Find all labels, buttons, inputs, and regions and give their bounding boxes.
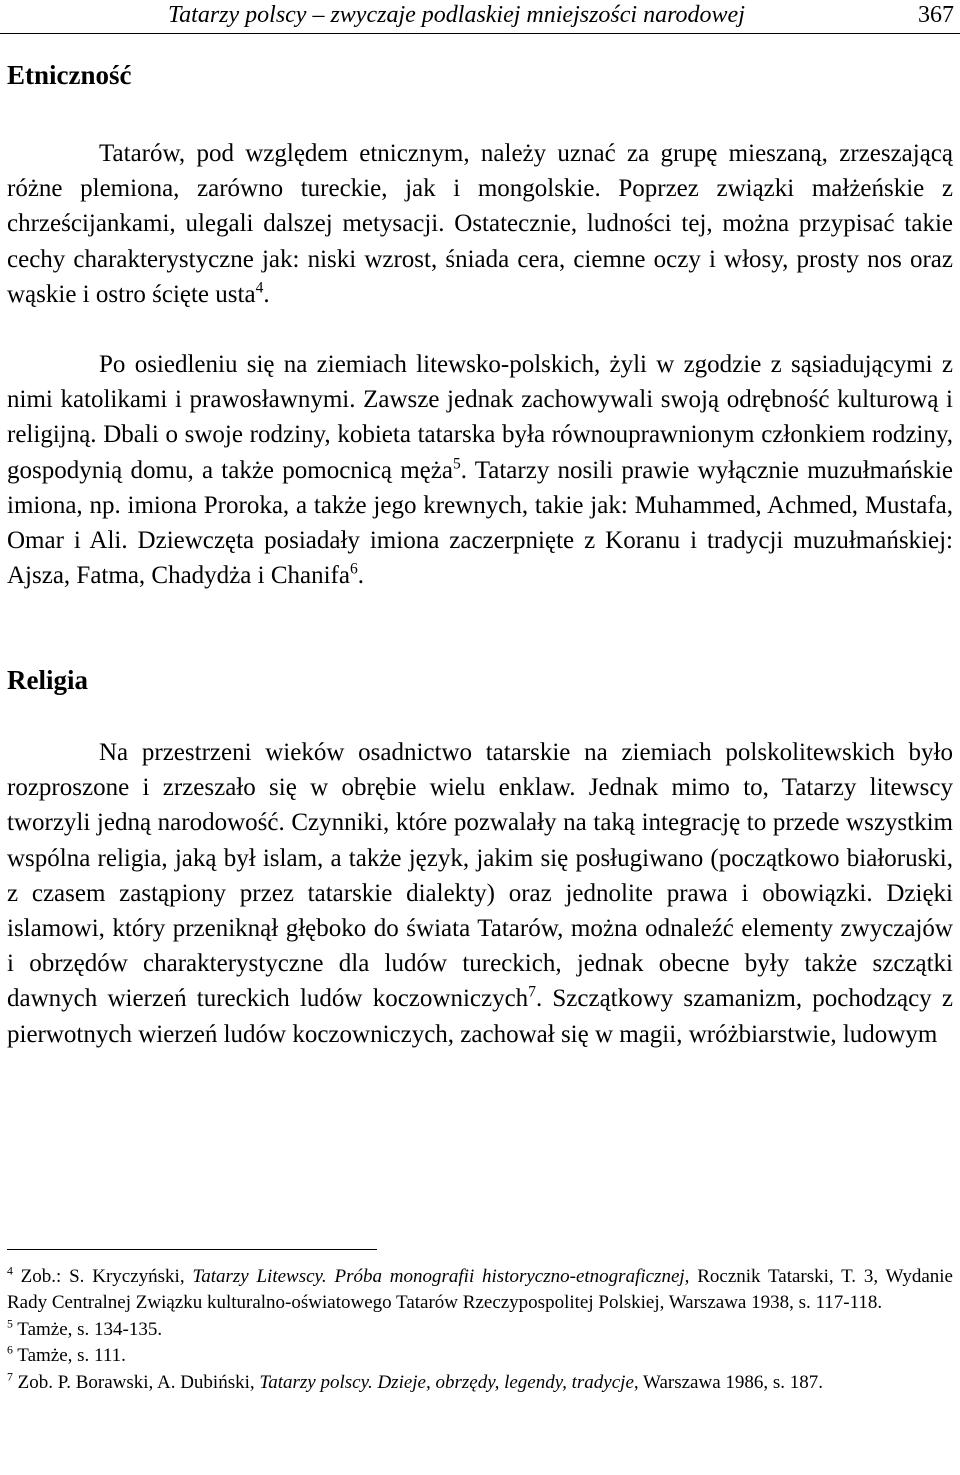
italic-title: Tatarzy Litewscy. Próba monografii historyczno-etnograficznej [192,1266,685,1287]
footnote-4 [7,1264,953,1317]
footnote-ref: 6 [349,560,358,578]
text-run: Tamże, s. 134-135. [12,1318,163,1340]
paragraph-etnicznosc-2 [7,347,953,593]
text-run: Po osiedleniu się na ziemiach litewsko-polskich, żyli w zgodzie z sąsiadującymi z nimi katolikami i prawosławnymi. Zawsze jednak zachowywali swoją odrębność kulturową i religijną. Dbali o swoje rodziny, kobieta tatarska była równouprawnionym członkiem rodziny, gospodynią domu, a także pomocnicą męża [7,351,953,484]
text-run: Zob. P. Borawski, A. Dubiński, [12,1371,260,1393]
footnote-5 [7,1317,953,1343]
paragraph-religia-1 [7,735,953,1052]
text-run: . Tatarzy nosili prawie wyłącznie muzułmańskie imiona, np. imiona Proroka, a także jego krewnych, takie jak: Muhammed, Achmed, Mustafa, Omar i Ali. Dziewczęta posiadały imiona zaczerpnięte z Koranu i tradycji muzułmańskiej: Ajsza, Fatma, Chadydża i Chanifa [7,456,953,590]
text-run: Tamże, s. 111. [12,1345,126,1367]
section-heading-religia: Religia [7,665,88,695]
footnotes [7,1264,953,1396]
text-run: . [263,280,270,308]
page-number: 367 [918,2,954,28]
text-run: Na przestrzeni wieków osadnictwo tatarskie na ziemiach polskolitewskich było rozproszone i zrzeszało się w obrębie wielu enklaw. Jednak mimo to, Tatarzy litewscy tworzyli jedną narodowość. Czynniki, które pozwalały na taką integrację to przede wszystkim wspólna religia, jaką był islam, a także język, jakim się posługiwano (początkowo białoruski, z czasem zastąpiony przez tatarskie dialekty) oraz jednolite prawa i obowiązki. Dzięki islamowi, który przeniknął głęboko do świata Tatarów, można odnaleźć elementy zwyczajów i obrzędów charakterystyczne dla ludów tureckich, jednak obecne były także szczątki dawnych wierzeń tureckich ludów koczowniczych [7,739,953,1013]
text-run: , Warszawa 1986, s. 187. [633,1371,824,1393]
text-run: , Rocznik Tatarski, T. 3, Wydanie Rady Centralnej Związku kulturalno-oświatowego Tatarów Rzeczypospolitej Polskiej, Warszawa 1938, s. 117-118. [7,1266,953,1314]
footnote-separator [7,1249,377,1250]
footnote-ref: 4 [7,1264,13,1278]
footnote-ref: 4 [255,279,264,297]
footnote-ref: 7 [7,1370,13,1384]
footnote-ref: 7 [528,984,536,1002]
text-run: . Szczątkowy szamanizm, pochodzący z pierwotnych wierzeń ludów koczowniczych, zachował się w magii, wróżbiarstwie, ludowym [7,985,953,1048]
running-header [0,0,960,34]
footnote-7 [7,1370,953,1396]
text-run: . [357,562,364,590]
text-run: Zob.: S. Kryczyński, [12,1266,193,1287]
footnote-ref: 5 [7,1317,13,1331]
footnote-ref: 6 [7,1343,13,1357]
italic-title: Tatarzy polscy. Dzieje, obrzędy, legendy, tradycje [259,1371,634,1393]
section-heading-etnicznosc: Etniczność [7,60,132,90]
paragraph-etnicznosc-1 [7,136,953,312]
footnote-ref: 5 [452,455,461,473]
running-header-title: Tatarzy polscy – zwyczaje podlaskiej mniejszości narodowej [168,2,745,28]
footnote-6 [7,1343,953,1369]
text-run: Tatarów, pod względem etnicznym, należy uznać za grupę mieszaną, zrzeszającą różne plemiona, zarówno tureckie, jak i mongolskie. Poprzez związki małżeńskie z chrześcijankami, ulegali dalszej metysacji. Ostatecznie, ludności tej, można przypisać takie cechy charakterystyczne jak: niski wzrost, śniada cera, ciemne oczy i włosy, prosty nos oraz wąskie i ostro ścięte usta [7,140,953,308]
